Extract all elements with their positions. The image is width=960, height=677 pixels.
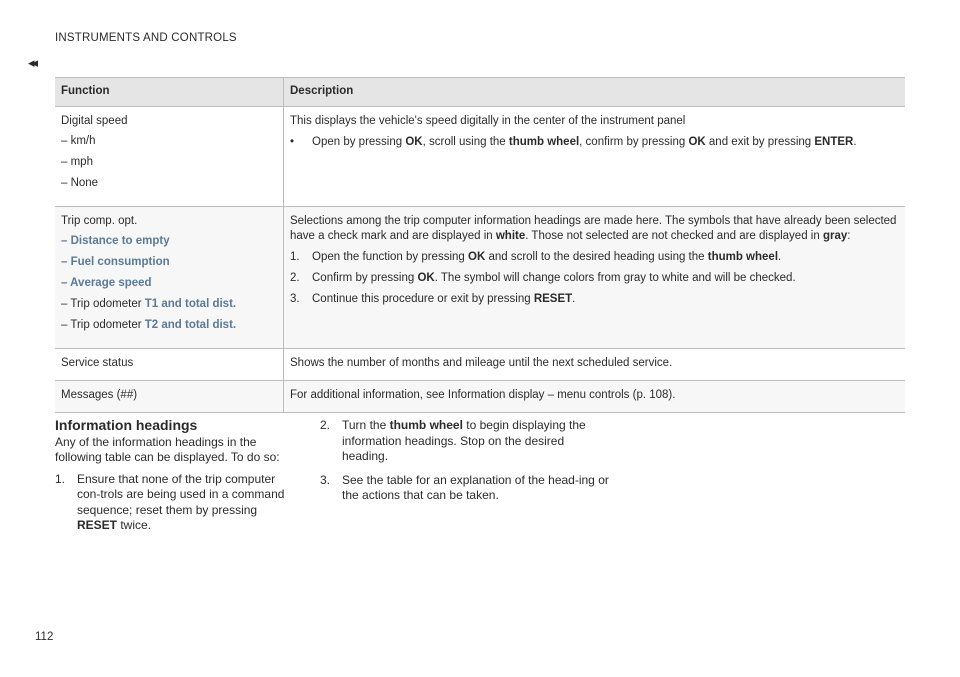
list-number: 1.: [55, 471, 66, 486]
column-header-function: Function: [55, 78, 284, 107]
text-run: Selections among the trip computer information headings are made here. The symbols that have already been selected have a check mark and are displayed in: [290, 215, 897, 242]
text-run: – Trip odometer: [61, 319, 145, 331]
description-text: This displays the vehicle's speed digitally in the center of the instrument panel: [290, 115, 686, 127]
table-row-trip-comp-opt: [55, 207, 905, 349]
option-distance-to-empty: – Distance to empty: [61, 235, 170, 247]
keyword-white: white: [495, 230, 526, 242]
text-run: Turn the: [342, 418, 390, 432]
step-1: [290, 250, 899, 265]
text-run: . The symbol will change colors from gray to white and will be checked.: [434, 272, 796, 284]
option-average-speed: – Average speed: [61, 277, 152, 289]
function-name: Trip comp. opt.: [61, 215, 138, 227]
text-run: , scroll using the: [422, 136, 509, 148]
text-run: – Trip odometer: [61, 298, 145, 310]
text-run: .: [572, 293, 576, 305]
function-cell: [55, 107, 284, 207]
key-ok: OK: [468, 251, 486, 263]
table-row-service-status: [55, 349, 905, 381]
column-header-description: Description: [284, 78, 906, 107]
text-run: . Those not selected are not checked and are displayed in: [525, 230, 823, 242]
step-number: 1.: [290, 251, 300, 263]
function-cell: [55, 207, 284, 349]
option-fuel-consumption: – Fuel consumption: [61, 256, 170, 268]
page-number: 112: [35, 631, 54, 643]
keyword-gray: gray: [822, 230, 848, 242]
function-table: [55, 77, 905, 413]
text-run: and scroll to the desired heading using the: [485, 251, 708, 263]
key-reset: RESET: [533, 293, 573, 305]
description-cell: [284, 107, 906, 207]
description-cell: [284, 207, 906, 349]
key-thumb-wheel: thumb wheel: [389, 418, 463, 432]
text-run: Open the function by pressing: [312, 251, 468, 263]
bullet-icon: •: [290, 136, 295, 148]
text-run: Ensure that none of the trip computer con-trols are being used in a command sequence; reset them by pressing: [77, 471, 285, 517]
key-reset: RESET: [77, 518, 118, 532]
function-name: Digital speed: [61, 115, 128, 127]
option-mph: – mph: [61, 156, 93, 168]
key-thumb-wheel: thumb wheel: [707, 251, 779, 263]
info-left-column: [55, 418, 287, 534]
description-text: Shows the number of months and mileage until the next scheduled service.: [284, 349, 906, 381]
table-row-digital-speed: [55, 107, 905, 207]
step-number: 2.: [290, 272, 300, 284]
option-none: – None: [61, 177, 99, 189]
text-run: Open by pressing: [312, 136, 406, 148]
option-trip-odometer-t1: [61, 297, 277, 312]
bullet-item: [290, 135, 899, 150]
text-run: See the table for an explanation of the head-ing or the actions that can be taken.: [342, 472, 609, 502]
key-enter: ENTER: [814, 136, 854, 148]
section-title: Information headings: [55, 417, 198, 433]
intro-paragraph: Any of the information headings in the following table can be displayed. To do so:: [55, 434, 280, 464]
option-km-h: – km/h: [61, 135, 96, 147]
key-ok: OK: [405, 136, 423, 148]
option-trip-odometer-t2: [61, 318, 277, 333]
text-run: , confirm by pressing: [579, 136, 689, 148]
back-arrows-icon[interactable]: ◂◂: [28, 55, 36, 70]
step-3: [290, 292, 899, 307]
function-name: Service status: [55, 349, 284, 381]
text-run: Continue this procedure or exit by pressing: [312, 293, 534, 305]
description-intro: [290, 214, 899, 244]
text-run: twice.: [117, 518, 152, 532]
text-run: .: [778, 251, 782, 263]
list-number: 3.: [320, 472, 331, 487]
list-item-2: [320, 418, 612, 465]
text-run: :: [847, 230, 851, 242]
function-name: Messages (##): [55, 381, 284, 413]
highlight-text: T2 and total dist.: [144, 319, 237, 331]
list-number: 2.: [320, 418, 331, 432]
key-ok: OK: [688, 136, 706, 148]
text-run: and exit by pressing: [705, 136, 815, 148]
text-run: .: [853, 136, 857, 148]
table-row-messages: [55, 381, 905, 413]
key-thumb-wheel: thumb wheel: [508, 136, 580, 148]
section-header: INSTRUMENTS AND CONTROLS: [55, 32, 237, 44]
description-text: For additional information, see Information display – menu controls (p. 108).: [284, 381, 906, 413]
highlight-text: T1 and total dist.: [144, 298, 237, 310]
list-item-1: [55, 472, 287, 534]
step-number: 3.: [290, 293, 300, 305]
key-ok: OK: [417, 272, 435, 284]
info-right-column: [320, 418, 612, 504]
table-header-row: [55, 78, 905, 107]
step-2: [290, 271, 899, 286]
text-run: Confirm by pressing: [312, 272, 418, 284]
text-run: to begin displaying the information headings. Stop on the desired heading.: [342, 418, 586, 463]
list-item-3: [320, 473, 612, 504]
